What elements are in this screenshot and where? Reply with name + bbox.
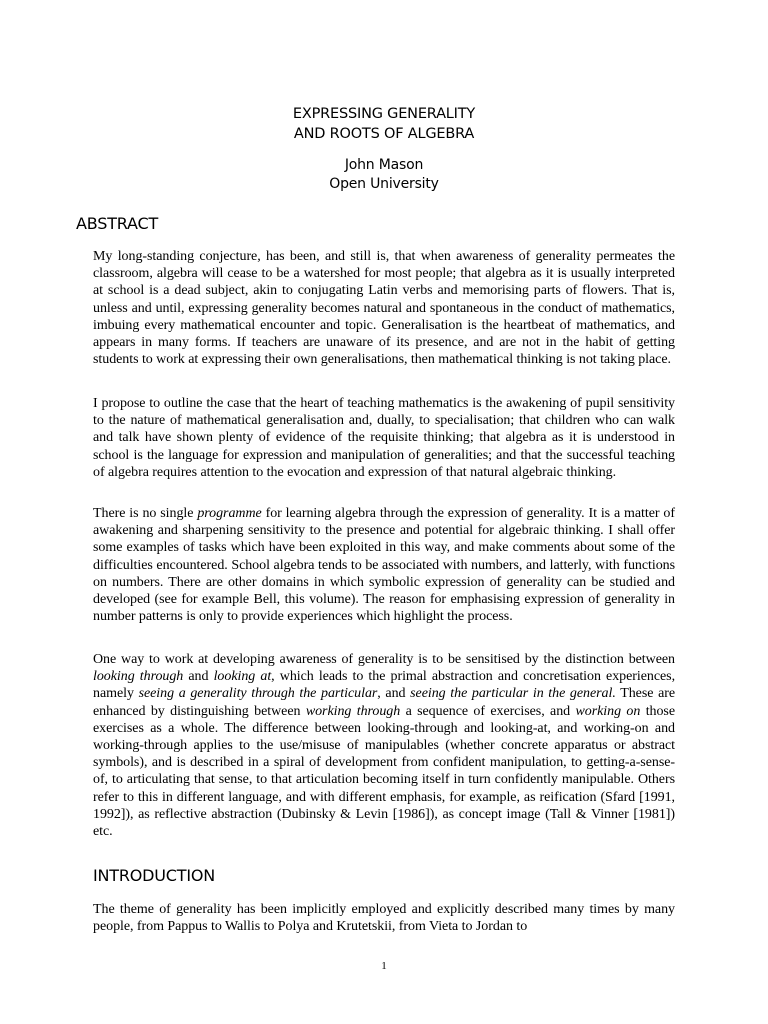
author-affiliation: Open University (329, 176, 439, 192)
text-run: for learning algebra through the expression of generality. It is a matter of awakening and sharpening sensitivity to the presence and potential for algebraic thinking. I shall offer some examples of tasks which have been exploited in this way, and make comments about some of the difficulties encountered. School algebra tends to be associated with numbers, and latterly, with functions on numbers. There are other domains in which symbolic expression of generality can be studied and developed (see for example Bell, this volume). The reason for emphasising expression of generality in number patterns is only to provide experiences which highlight the process. (93, 506, 675, 625)
emphasis-looking-at: looking at (213, 669, 272, 685)
emphasis-working-on: working on (575, 703, 641, 719)
abstract-paragraph-2: I propose to outline the case that the heart of teaching mathematics is the awakening of pupil sensitivity to the nature of mathematical generalisation and, dually, to specialisation; that children who can walk and talk have shown plenty of evidence of the requisite thinking; that algebra as it is understood in school is the language for expression and manipulation of generalities; and that the successful teaching of algebra requires attention to the evocation and expression of that natural algebraic thinking. (93, 396, 675, 480)
abstract-paragraph-1: My long-standing conjecture, has been, and still is, that when awareness of generality permeates the classroom, algebra will cease to be a watershed for most people; that algebra as it is usually interpreted at school is a dead subject, akin to conjugating Latin verbs and memorising parts of flowers. That is, unless and until, expressing generality becomes natural and spontaneous in the conduct of mathematics, imbuing every mathematical encounter and topic. Generalisation is the heartbeat of mathematics, and appears in many forms. If teachers are unaware of its presence, and are not in the habit of getting students to work at expressing their own generalisations, then mathematical thinking is not taking place. (93, 249, 675, 368)
text-run: and (183, 669, 214, 685)
text-run: a sequence of exercises, and (400, 703, 576, 719)
emphasis-working-through: working through (305, 703, 401, 719)
introduction-heading: INTRODUCTION (93, 866, 216, 885)
introduction-paragraph-1: The theme of generality has been implicitly employed and explicitly described many times by many people, from Pappus to Wallis to Polya and Krutetskii, from Vieta to Jordan to (93, 902, 675, 935)
author-block (0, 156, 768, 194)
emphasis-seeing-generality: seeing a generality through the particular (138, 686, 378, 702)
abstract-paragraph-4 (93, 651, 675, 840)
abstract-heading: ABSTRACT (76, 214, 159, 233)
title-line-1: EXPRESSING GENERALITY (292, 106, 476, 122)
text-run: There is no single (93, 506, 198, 521)
emphasis-programme: programme (197, 506, 262, 521)
text-run: those exercises as a whole. The difference between looking-through and looking-at, and working-on and working-through applies to the use/misuse of manipulables (whether concrete apparatus or abstract symbols), and is described in a spiral of development from confident manipulation, to getting-a-sense-of, to articulating that sense, to that articulation becoming itself in turn confidently manipulable. Others refer to this in different language, and with different emphasis, for example, as reification (Sfard [1991, 1992]), as reflective abstraction (Dubinsky & Levin [1986]), as concept image (Tall & Vinner [1981]) etc. (93, 703, 675, 840)
abstract-paragraph-3 (93, 505, 675, 625)
emphasis-looking-through: looking through (93, 669, 184, 685)
emphasis-seeing-particular: seeing the particular in the general. (410, 686, 616, 702)
page-number: 1 (381, 960, 387, 972)
text-run: , and (377, 686, 411, 702)
text-run: One way to work at developing awareness of generality is to be sensitised by the distinction between (93, 652, 675, 667)
text-run: , which leads to the primal abstraction and concretisation experiences, namely (93, 669, 676, 702)
author-name: John Mason (344, 157, 424, 173)
title-line-2: AND ROOTS OF ALGEBRA (293, 126, 475, 142)
text-run: These are enhanced by distinguishing between (93, 686, 676, 719)
paper-title (0, 104, 768, 144)
